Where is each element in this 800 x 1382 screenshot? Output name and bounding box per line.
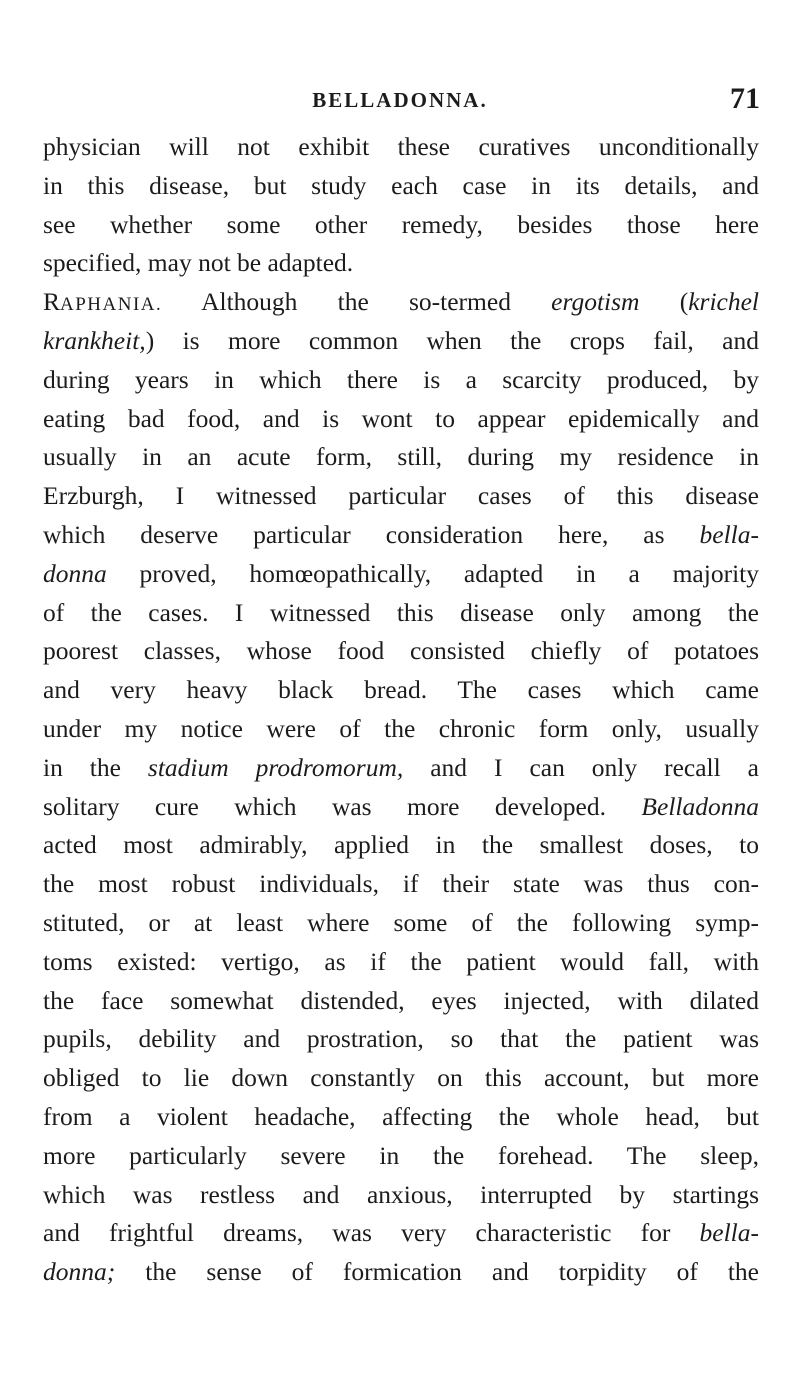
section-heading-initial: R (43, 287, 61, 317)
text-line: in the stadium prodromorum, and I can only recall a (43, 752, 759, 782)
text-line: krankheit,) is more common when the crops fail, and (43, 325, 759, 355)
text-line: during years in which there is a scarcity produced, by (43, 364, 759, 394)
text-line: acted most admirably, applied in the smallest doses, to (43, 830, 759, 860)
text-line: from a violent headache, affecting the whole head, but (43, 1101, 759, 1131)
page-header (40, 82, 760, 118)
text-line: which deserve particular consideration here, as bella- (43, 519, 759, 549)
text-line: donna proved, homœopathically, adapted in a majority (43, 558, 759, 588)
text-line: the face somewhat distended, eyes injected, with dilated (43, 985, 759, 1015)
text-line: and frightful dreams, was very characteristic for bella- (43, 1218, 759, 1248)
text-line: Erzburgh, I witnessed particular cases of this disease (43, 481, 759, 511)
text-line: toms existed: vertigo, as if the patient would fall, with (43, 946, 759, 976)
text-line: physician will not exhibit these curatives unconditionally (43, 132, 759, 161)
text-line: solitary cure which was more developed. Belladonna (43, 791, 759, 821)
text-line: specified, may not be adapted. (43, 248, 354, 278)
page-body (43, 128, 759, 1292)
text-line: obliged to lie down constantly on this account, but more (43, 1063, 759, 1093)
text-line: donna; the sense of formication and torpidity of the (43, 1257, 759, 1287)
text-line: in this disease, but study each case in its details, and (43, 170, 759, 200)
text-line: under my notice were of the chronic form only, usually (43, 713, 759, 743)
text-line: usually in an acute form, still, during my residence in (43, 442, 759, 472)
text-line: stituted, or at least where some of the following symp- (43, 907, 759, 937)
page-number: 71 (730, 82, 760, 115)
section-heading-line: RAPHANIA. Although the so-termed ergotism (krichel (43, 287, 760, 317)
text-line: eating bad food, and is wont to appear epidemically and (43, 403, 759, 433)
text-line: see whether some other remedy, besides those here (43, 209, 759, 239)
text-line: of the cases. I witnessed this disease only among the (43, 597, 759, 627)
running-title: BELLADONNA. (312, 88, 488, 112)
text-line: poorest classes, whose food consisted chiefly of potatoes (43, 636, 759, 666)
text-line: which was restless and anxious, interrupted by startings (43, 1179, 759, 1209)
text-line: the most robust individuals, if their state was thus con- (43, 869, 759, 899)
section-heading-rest: APHANIA. (60, 294, 163, 316)
text-line: more particularly severe in the forehead. The sleep, (43, 1140, 759, 1170)
text-line: pupils, debility and prostration, so that the patient was (43, 1024, 759, 1054)
text-line: and very heavy black bread. The cases which came (43, 675, 759, 705)
